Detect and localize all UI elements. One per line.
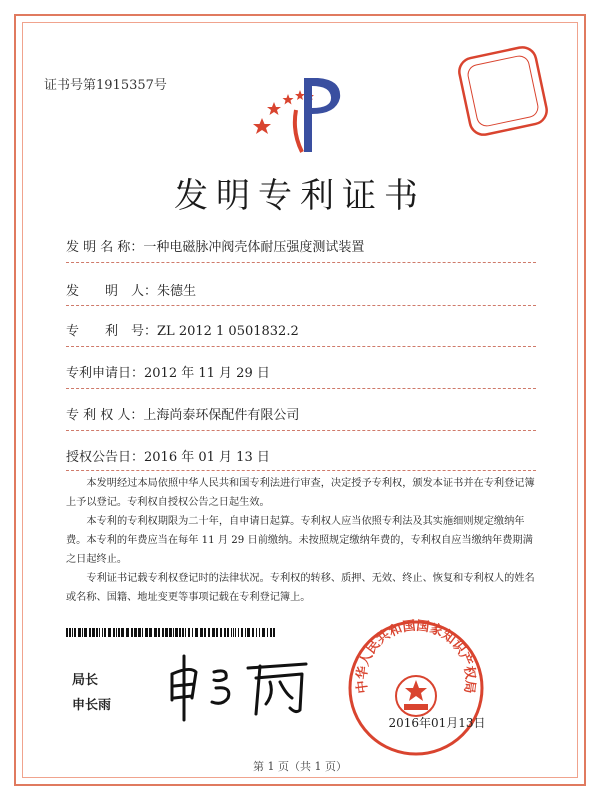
barcode-bar <box>267 628 268 637</box>
barcode-bar <box>138 628 141 637</box>
field-grant-date <box>66 446 270 465</box>
barcode-bar <box>102 628 103 637</box>
field-value: 2016 年 01 月 13 日 <box>144 450 270 465</box>
barcode-bar <box>179 628 181 637</box>
barcode-bar <box>96 628 98 637</box>
divider <box>66 305 536 306</box>
barcode-bar <box>233 628 234 637</box>
divider <box>66 262 536 263</box>
barcode-bar <box>192 628 193 637</box>
barcode-bar <box>116 628 117 637</box>
barcode-bar <box>154 628 157 637</box>
barcode-bar <box>69 628 71 637</box>
barcode-bar <box>145 628 148 637</box>
body-paragraph: 本发明经过本局依照中华人民共和国专利法进行审查，决定授予专利权，颁发本证书并在专利登记簿上予以登记。专利权自授权公告之日起生效。 <box>66 478 535 508</box>
field-label: 发 明 名 称： <box>66 240 144 255</box>
barcode-bar <box>134 628 137 637</box>
barcode-bar <box>273 628 275 637</box>
barcode-bar <box>245 628 246 637</box>
official-seal <box>346 618 486 758</box>
barcode-bar <box>231 628 232 637</box>
barcode-bar <box>74 628 76 637</box>
barcode-bar <box>200 628 203 637</box>
barcode-bar <box>142 628 143 637</box>
body-paragraph: 专利证书记载专利权登记时的法律状况。专利权的转移、质押、无效、终止、恢复和专利权人的姓名或名称、国籍、地址变更等事项记载在专利登记簿上。 <box>66 573 535 603</box>
top-right-seal <box>458 46 548 136</box>
field-value: ZL 2012 1 0501832.2 <box>157 324 299 339</box>
seal-text: 中华人民共和国国家知识产权局 <box>354 618 478 695</box>
barcode-bar <box>66 628 68 637</box>
barcode-bar <box>216 628 218 637</box>
barcode-bar <box>220 628 222 637</box>
barcode-bar <box>131 628 133 637</box>
divider <box>66 388 536 389</box>
barcode-bar <box>208 628 210 637</box>
barcode-bar <box>212 628 215 637</box>
field-application-date <box>66 362 270 381</box>
barcode-bar <box>89 628 91 637</box>
barcode-bar <box>247 628 250 637</box>
barcode-bar <box>259 628 260 637</box>
divider <box>66 346 536 347</box>
barcode <box>66 628 276 637</box>
divider <box>66 430 536 431</box>
barcode-bar <box>182 628 184 637</box>
certificate-title: 发明专利证书 <box>174 176 426 216</box>
barcode-bar <box>126 628 129 637</box>
field-label: 发 明 人： <box>66 284 158 299</box>
barcode-bar <box>270 628 272 637</box>
barcode-bar <box>227 628 229 637</box>
barcode-bar <box>173 628 174 637</box>
body-paragraph: 本专利的专利权期限为二十年，自申请日起算。专利权人应当依照专利法及其实施细则规定缴纳年费。本专利的年费应当在每年 11 月 29 日前缴纳。未按照规定缴纳年费的，专利权自应当缴纳年费期满之日起终止。 <box>66 516 533 565</box>
barcode-bar <box>165 628 168 637</box>
barcode-bar <box>121 628 124 637</box>
barcode-bar <box>262 628 265 637</box>
barcode-bar <box>158 628 160 637</box>
barcode-bar <box>92 628 95 637</box>
barcode-bar <box>188 628 190 637</box>
field-label: 授权公告日： <box>66 450 145 465</box>
barcode-bar <box>108 628 111 637</box>
field-invention-name <box>66 236 364 255</box>
barcode-bar <box>252 628 254 637</box>
seal-date: 2016年01月13日 <box>388 716 486 730</box>
barcode-bar <box>104 628 106 637</box>
official-title: 局长 <box>72 673 99 688</box>
certificate-number: 证书号第1915357号 <box>44 78 167 93</box>
field-patent-number <box>66 320 299 339</box>
official-name: 申长雨 <box>72 698 112 713</box>
barcode-bar <box>185 628 186 637</box>
barcode-bar <box>175 628 178 637</box>
field-label: 专 利 号： <box>66 324 158 339</box>
field-label: 专 利 权 人： <box>66 408 144 423</box>
field-value: 上海尚泰环保配件有限公司 <box>143 408 300 423</box>
field-inventor <box>66 280 196 299</box>
handwritten-signature <box>162 648 322 722</box>
barcode-bar <box>169 628 172 637</box>
patent-office-logo <box>252 70 348 158</box>
field-value: 2012 年 11 月 29 日 <box>144 366 270 381</box>
barcode-bar <box>241 628 243 637</box>
barcode-bar <box>204 628 206 637</box>
barcode-bar <box>72 628 73 637</box>
barcode-bar <box>235 628 236 637</box>
field-value: 一种电磁脉冲阀壳体耐压强度测试装置 <box>143 240 365 255</box>
page-footer: 第 1 页（共 1 页） <box>253 760 347 773</box>
barcode-bar <box>238 628 239 637</box>
barcode-bar <box>149 628 152 637</box>
certificate-body <box>66 474 536 607</box>
field-label: 专利申请日： <box>66 366 145 381</box>
barcode-bar <box>118 628 120 637</box>
barcode-bar <box>162 628 164 637</box>
barcode-bar <box>256 628 257 637</box>
divider <box>66 470 536 471</box>
barcode-bar <box>82 628 83 637</box>
barcode-bar <box>84 628 87 637</box>
barcode-bar <box>78 628 81 637</box>
barcode-bar <box>99 628 100 637</box>
field-patentee <box>66 404 299 423</box>
field-value: 朱德生 <box>157 284 197 299</box>
barcode-bar <box>224 628 226 637</box>
barcode-bar <box>113 628 115 637</box>
barcode-bar <box>195 628 198 637</box>
